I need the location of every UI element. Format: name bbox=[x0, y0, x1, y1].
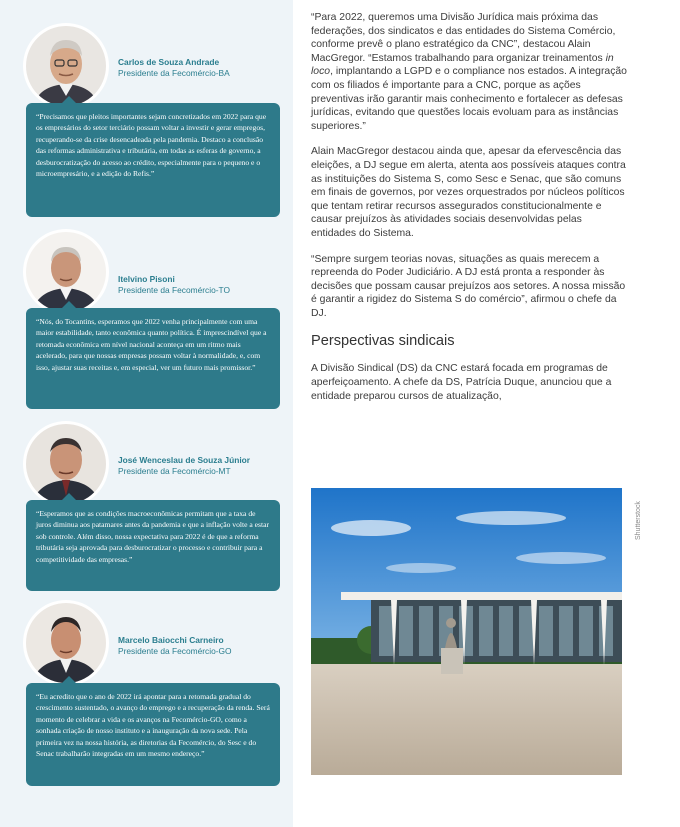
portrait-photo-icon bbox=[26, 232, 106, 312]
building-photo-icon bbox=[311, 488, 622, 775]
section-heading: Perspectivas sindicais bbox=[311, 333, 455, 350]
person-name: Itelvino Pisoni bbox=[118, 274, 175, 284]
portrait-photo-icon bbox=[26, 603, 106, 683]
photo-credit bbox=[624, 488, 642, 548]
avatar bbox=[26, 424, 106, 504]
photo-credit-text: Shutterstock bbox=[635, 501, 642, 540]
article-paragraph: Alain MacGregor destacou ainda que, apesar da efervescência das eleições, a DJ segue em alerta, atenta aos possíveis ataques contra as instituições do Sistema S, como Sesc e Senac, que são comuns em finais de governos, por vezes orquestrados por núcleos políticos que tentam retirar recursos assegurados constitucionalmente e causar prejuízos às atividades sociais desenvolvidas pelas entidades do Sistema. bbox=[311, 146, 626, 239]
person-name: Marcelo Baiocchi Carneiro bbox=[118, 635, 224, 645]
avatar bbox=[26, 26, 106, 106]
article-paragraph: A Divisão Sindical (DS) da CNC estará focada em programas de aperfeiçoamento. A chefe da DS, Patrícia Duque, anunciou que a entidade preparou cursos de atualização, bbox=[311, 363, 612, 402]
person-role: Presidente da Fecomércio-GO bbox=[118, 646, 232, 656]
text-run: , implantando a LGPD e o compliance nos estados. A integração com os filiados é importante para a CNC, porque as ações preventivas irão garantir mais conhecimento e fortalecer as defesas jurídicas, evitando que questões locais evoluam para as instâncias superiores.” bbox=[311, 66, 627, 132]
avatar bbox=[26, 232, 106, 312]
person-role: Presidente da Fecomércio-TO bbox=[118, 285, 231, 295]
sidebar-quotes bbox=[0, 0, 293, 827]
article-paragraph: “Sempre surgem teorias novas, situações as quais merecem a repreenda do Poder Judiciário. A DJ está pronta a responder às decisões que possam causar prejuízos aos setores. A nossa missão é garantir a rigidez do Sistema S do comércio”, afirmou o chefe da DJ. bbox=[311, 253, 626, 319]
person-role: Presidente da Fecomércio-BA bbox=[118, 68, 230, 78]
article-body bbox=[311, 11, 629, 415]
text-run: “Para 2022, queremos uma Divisão Jurídica mais próxima das federações, dos sindicatos e das entidades do Sistema Comércio, conforme prevê o plano estratégico da CNC”, destacou Alain MacGregor. “Estamos trabalhando para organizar treinamentos bbox=[311, 12, 616, 64]
person-role: Presidente da Fecomércio-MT bbox=[118, 466, 231, 476]
quote-box: “Eu acredito que o ano de 2022 irá apontar para a retomada gradual do crescimento sustentado, o avanço do emprego e a recuperação da renda. Será momento de celebrar a vida e os avanços na Fecomércio-GO, como a sonhada criação de nosso instituto e a inauguração da nova sede. Pela primeira vez na nossa história, as diretorias da Fecomércio, do Sesc e do Senac trabalharão integradas em um mesmo endereço.” bbox=[26, 683, 280, 786]
article-paragraph bbox=[311, 11, 629, 133]
article-photo bbox=[311, 488, 622, 775]
quote-box: “Nós, do Tocantins, esperamos que 2022 venha principalmente com uma maior estabilidade, tanto econômica quanto política. É imprescindível que a retomada econômica em nível nacional aconteça em um ritmo mais acelerado, para que nossas empresas possam voltar à normalidade, e, com isso, ajustar suas receitas e, em especial, ver um futuro mais promissor.” bbox=[26, 308, 280, 409]
person-name: Carlos de Souza Andrade bbox=[118, 57, 220, 67]
avatar bbox=[26, 603, 106, 683]
person-name: José Wenceslau de Souza Júnior bbox=[118, 455, 251, 465]
quote-box: “Precisamos que pleitos importantes sejam concretizados em 2022 para que os empresários do setor terciário possam voltar a investir e gerar empregos, recuperando-se da crise desencadeada pela pandemia. Destaco a conclusão das reformas administrativa e tributária, em todas as esferas de governo, a desburocratização do acesso ao crédito, especialmente para o pequeno e o microempresário, e a edição do Refis.” bbox=[26, 103, 280, 217]
portrait-photo-icon bbox=[26, 424, 106, 504]
quote-box: “Esperamos que as condições macroeconômicas permitam que a taxa de juros diminua aos patamares antes da pandemia e que a inflação volte a estar sob controle. Além disso, nossa expectativa para 2022 é de que a reforma tributária seja aprovada para desburocratizar o processo e contribuir para a competitividade das empresas.” bbox=[26, 500, 280, 591]
emphasis-text: in loco bbox=[311, 52, 614, 78]
portrait-photo-icon bbox=[26, 26, 106, 106]
